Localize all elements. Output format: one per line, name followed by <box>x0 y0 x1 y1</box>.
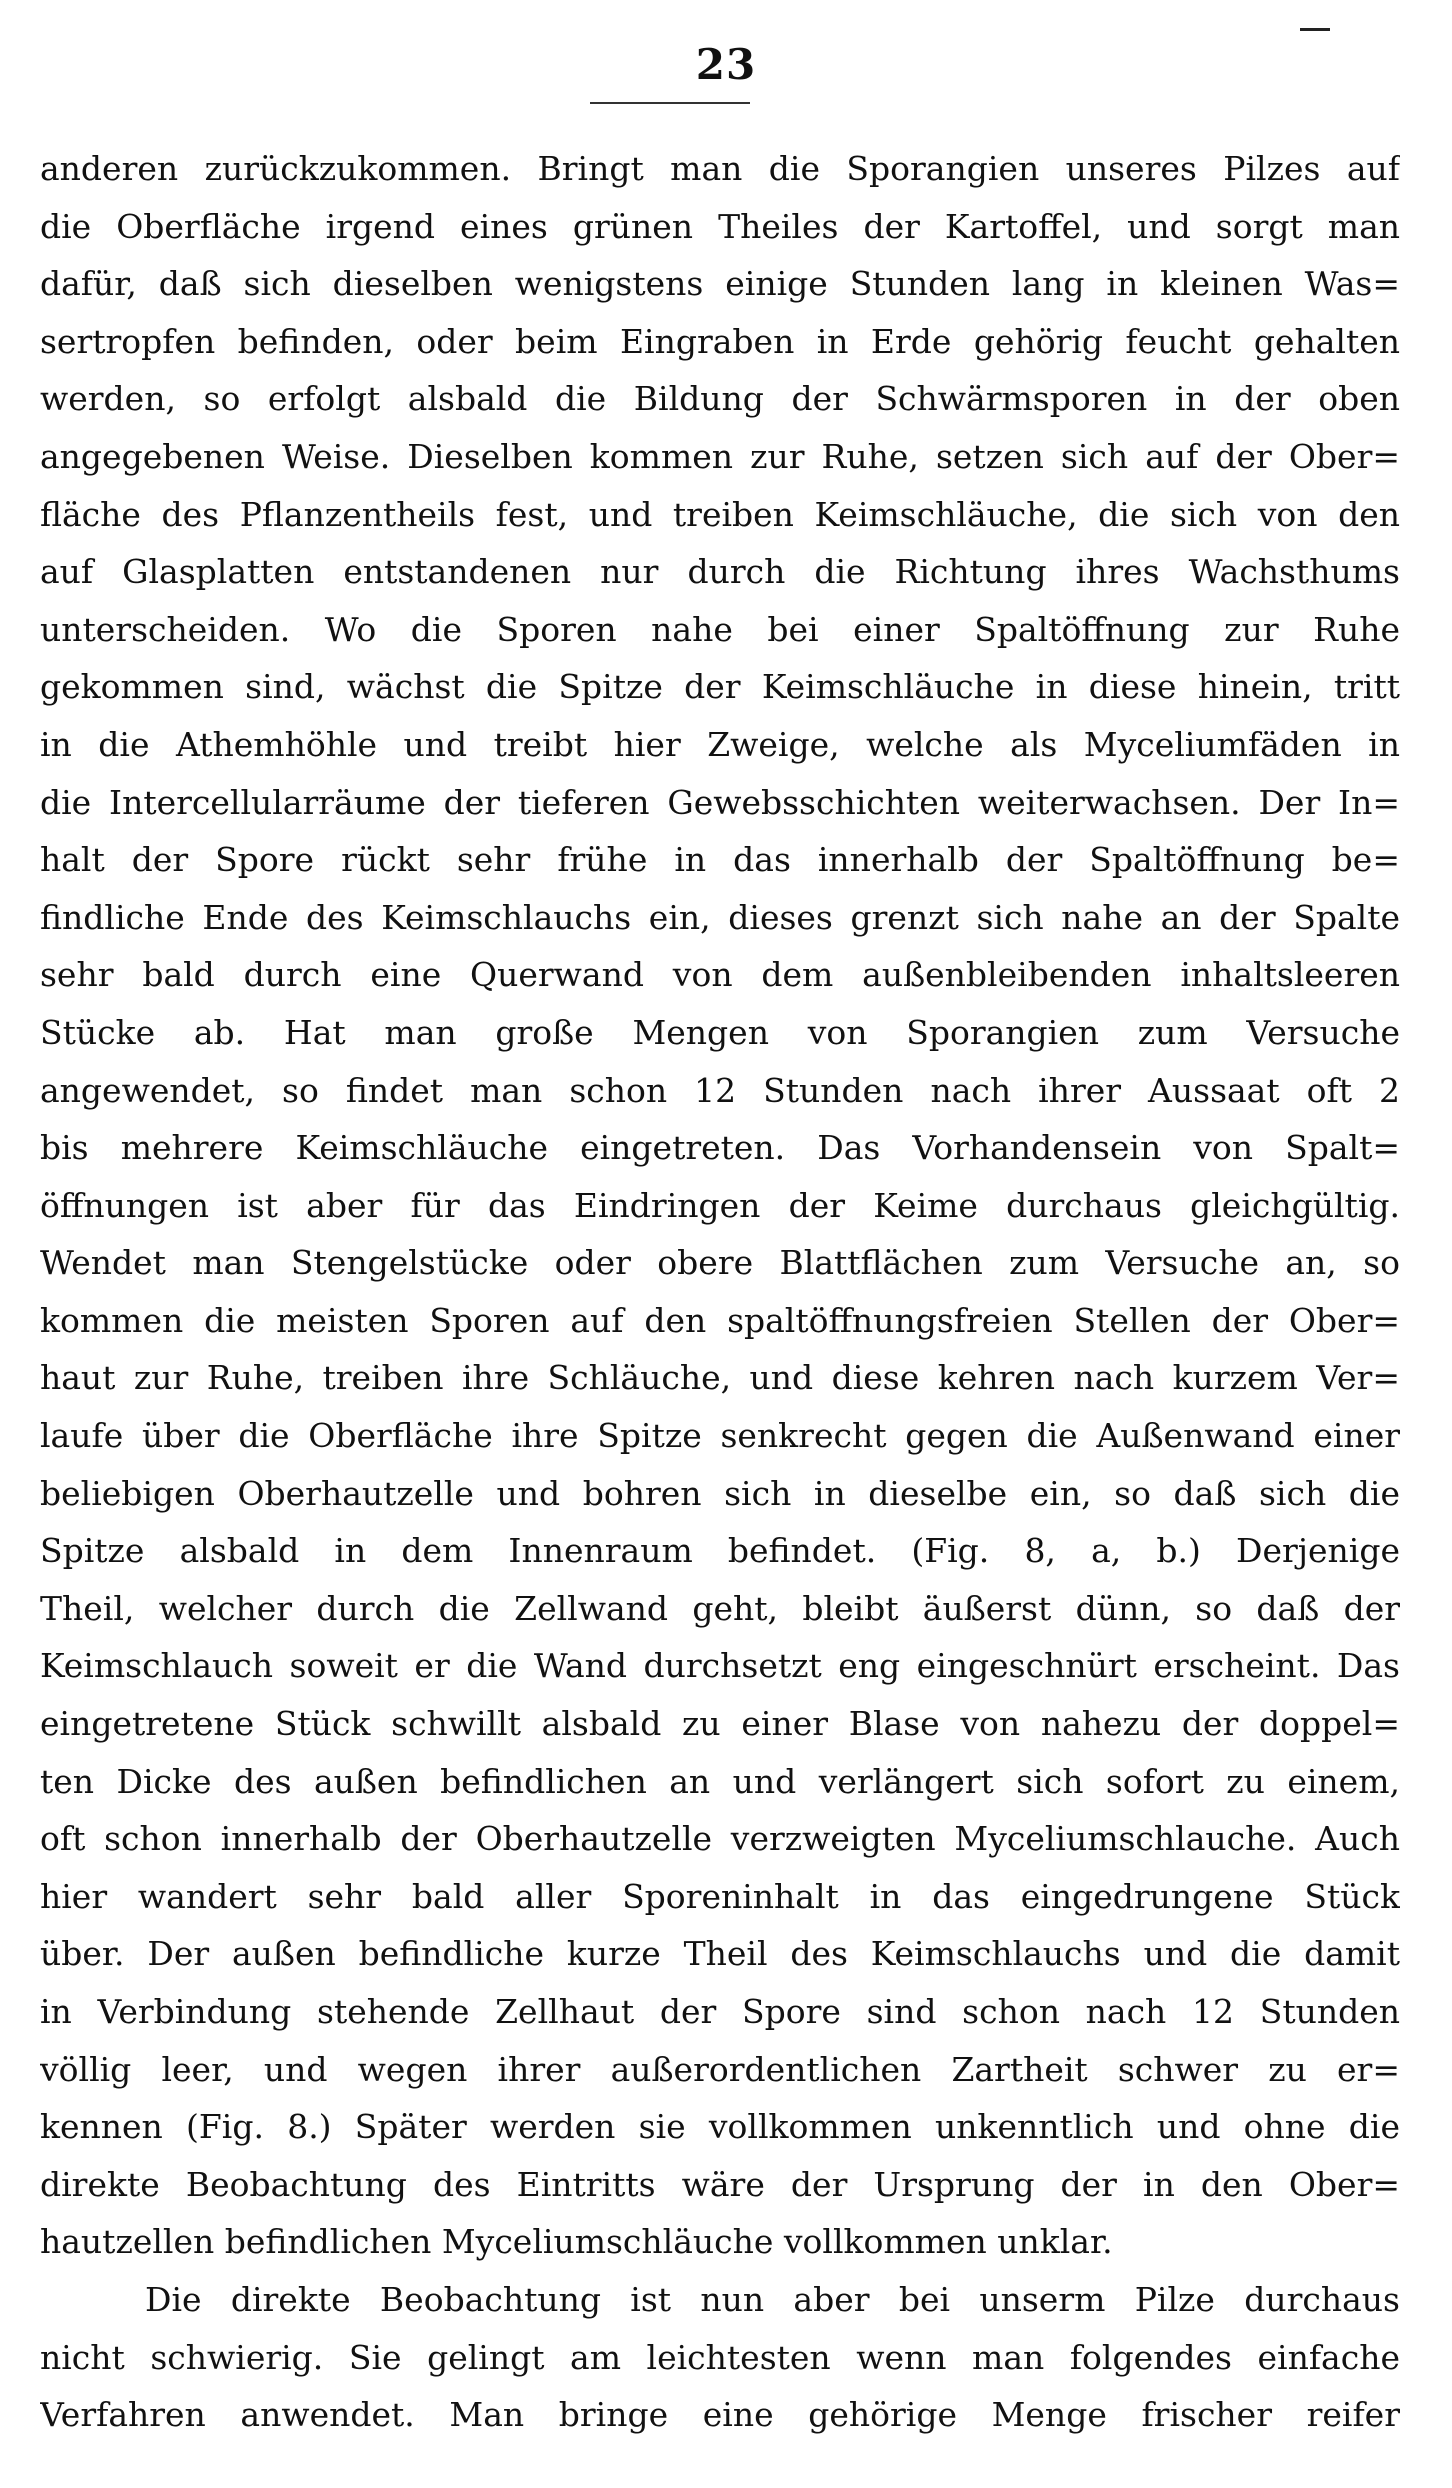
text-line: sertropfen befinden, oder beim Eingraben in Erde gehörig feucht gehalten <box>40 321 1400 361</box>
text-line: kennen (Fig. 8.) Später werden sie vollkommen unkenntlich und ohne die <box>40 2107 1400 2147</box>
text-line: direkte Beobachtung des Eintritts wäre der Ursprung der in den Ober= <box>40 2164 1400 2204</box>
text-line: findliche Ende des Keimschlauchs ein, dieses grenzt sich nahe an der Spalte <box>40 897 1400 937</box>
text-line: auf Glasplatten entstandenen nur durch die Richtung ihres Wachsthums <box>40 552 1400 592</box>
text-line: kommen die meisten Sporen auf den spaltöffnungsfreien Stellen der Ober= <box>40 1300 1400 1340</box>
paragraph-start-line: Die direkte Beobachtung ist nun aber bei unserm Pilze durchaus <box>145 2279 1400 2319</box>
text-line: bis mehrere Keimschläuche eingetreten. Das Vorhandensein von Spalt= <box>40 1128 1400 1168</box>
text-line: dafür, daß sich dieselben wenigstens einige Stunden lang in kleinen Was= <box>40 264 1400 304</box>
text-line: eingetretene Stück schwillt alsbald zu einer Blase von nahezu der doppel= <box>40 1704 1400 1744</box>
text-line: völlig leer, und wegen ihrer außerordentlichen Zartheit schwer zu er= <box>40 2049 1400 2089</box>
text-line: fläche des Pflanzentheils fest, und treiben Keimschläuche, die sich von den <box>40 494 1400 534</box>
text-line: über. Der außen befindliche kurze Theil des Keimschlauchs und die damit <box>40 1934 1400 1974</box>
text-line: Spitze alsbald in dem Innenraum befindet. (Fig. 8, a, b.) Derjenige <box>40 1531 1400 1571</box>
text-line: Stücke ab. Hat man große Mengen von Sporangien zum Versuche <box>40 1012 1400 1052</box>
text-line: die Intercellularräume der tieferen Gewebsschichten weiterwachsen. Der In= <box>40 782 1400 822</box>
text-line: in die Athemhöhle und treibt hier Zweige, welche als Myceliumfäden in <box>40 724 1400 764</box>
page-edge-mark <box>1300 28 1330 31</box>
text-line: beliebigen Oberhautzelle und bohren sich in dieselbe ein, so daß sich die <box>40 1473 1400 1513</box>
text-line: angegebenen Weise. Dieselben kommen zur Ruhe, setzen sich auf der Ober= <box>40 436 1400 476</box>
text-line: Theil, welcher durch die Zellwand geht, bleibt äußerst dünn, so daß der <box>40 1588 1400 1628</box>
text-line: hier wandert sehr bald aller Sporeninhalt in das eingedrungene Stück <box>40 1876 1400 1916</box>
text-line: haut zur Ruhe, treiben ihre Schläuche, und diese kehren nach kurzem Ver= <box>40 1358 1400 1398</box>
text-line: unterscheiden. Wo die Sporen nahe bei einer Spaltöffnung zur Ruhe <box>40 609 1400 649</box>
text-line: oft schon innerhalb der Oberhautzelle verzweigten Myceliumschlauche. Auch <box>40 1819 1400 1859</box>
text-line: gekommen sind, wächst die Spitze der Keimschläuche in diese hinein, tritt <box>40 667 1400 707</box>
text-line: Keimschlauch soweit er die Wand durchsetzt eng eingeschnürt erscheint. Das <box>40 1646 1400 1686</box>
page-number: 23 <box>695 40 757 89</box>
text-line: halt der Spore rückt sehr frühe in das innerhalb der Spaltöffnung be= <box>40 840 1400 880</box>
header-rule <box>590 102 750 104</box>
text-line: öffnungen ist aber für das Eindringen der Keime durchaus gleichgültig. <box>40 1185 1400 1225</box>
text-line: Wendet man Stengelstücke oder obere Blattflächen zum Versuche an, so <box>40 1243 1400 1283</box>
text-line: angewendet, so findet man schon 12 Stunden nach ihrer Aussaat oft 2 <box>40 1070 1400 1110</box>
text-line: in Verbindung stehende Zellhaut der Spore sind schon nach 12 Stunden <box>40 1992 1400 2031</box>
text-line: Verfahren anwendet. Man bringe eine gehörige Menge frischer reifer <box>40 2395 1400 2435</box>
text-line: die Oberfläche irgend eines grünen Theiles der Kartoffel, und sorgt man <box>40 206 1400 246</box>
text-line: anderen zurückzukommen. Bringt man die Sporangien unseres Pilzes auf <box>40 149 1400 188</box>
text-line: laufe über die Oberfläche ihre Spitze senkrecht gegen die Außenwand einer <box>40 1416 1400 1456</box>
paragraph-end-line: hautzellen befindlichen Myceliumschläuche vollkommen unklar. <box>40 2222 1113 2262</box>
text-line: ten Dicke des außen befindlichen an und verlängert sich sofort zu einem, <box>40 1761 1400 1801</box>
text-line: sehr bald durch eine Querwand von dem außenbleibenden inhaltsleeren <box>40 955 1400 995</box>
body-text <box>40 140 1400 2444</box>
text-line: nicht schwierig. Sie gelingt am leichtesten wenn man folgendes einfache <box>40 2337 1400 2377</box>
text-line: werden, so erfolgt alsbald die Bildung der Schwärmsporen in der oben <box>40 379 1400 419</box>
